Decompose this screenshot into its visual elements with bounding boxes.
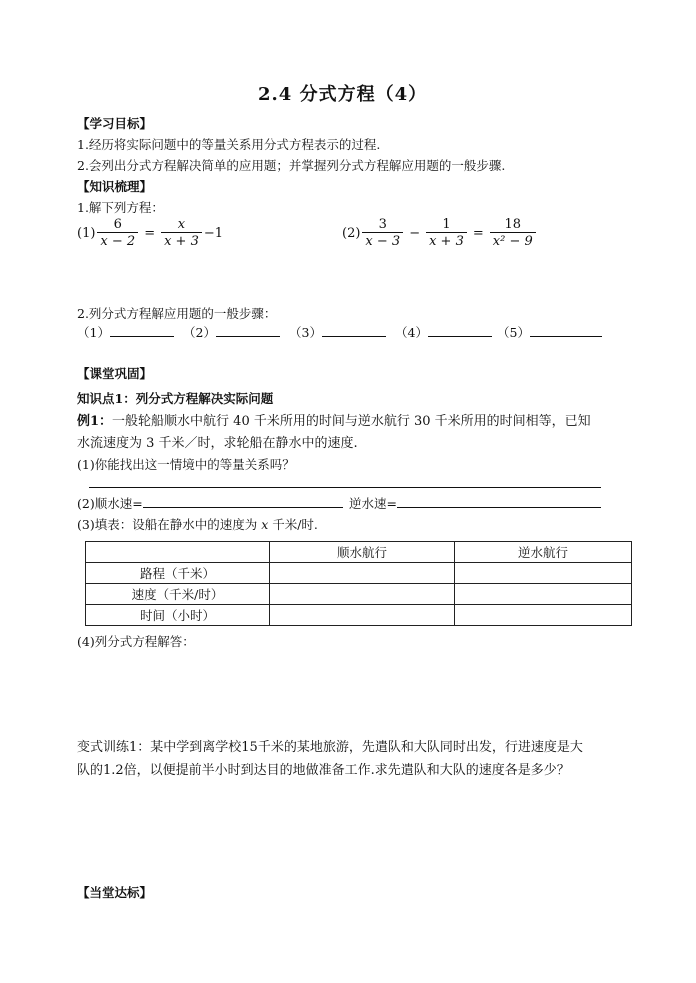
- example-1-label: 例1：: [77, 414, 113, 429]
- equation-1-fraction-1-numerator: 6: [113, 217, 122, 232]
- equation-2-fraction-1-denominator: x − 3: [362, 232, 403, 249]
- consolidate-heading: 【课堂巩固】: [77, 366, 153, 381]
- equation-1-fraction-1-denominator: x − 2: [97, 232, 138, 249]
- table-row-label: 速度（千米/时）: [86, 584, 270, 605]
- question-2-upstream-label: 逆水速=: [349, 496, 397, 511]
- table-row-label: 路程（千米）: [86, 563, 270, 584]
- equation-2-fraction-3-numerator: 18: [504, 217, 522, 232]
- step-4-label: （4）: [395, 325, 428, 340]
- equation-1: (1) $\frac{6}{x - 2}$ = $\frac{x}{x + 3}$ −1: [77, 217, 224, 249]
- table-row: [86, 584, 632, 605]
- equation-2-fraction-3-denominator: x² − 9: [490, 232, 536, 249]
- question-3: [77, 515, 318, 533]
- step-4: [395, 323, 492, 341]
- question-2-upstream: [349, 494, 601, 512]
- table-cell[interactable]: [455, 563, 632, 584]
- step-2: [183, 323, 280, 341]
- equation-2-fraction-2-numerator: 1: [442, 217, 451, 232]
- equation-2-fraction-2: [426, 218, 467, 249]
- variant-training-line-2: 队的1.2倍，以便提前半小时到达目的地做准备工作.求先遣队和大队的速度各是多少？: [77, 763, 570, 778]
- table-header-cell: 顺水航行: [270, 542, 455, 563]
- target-heading: 【当堂达标】: [77, 885, 153, 900]
- equation-2-fraction-1: [362, 218, 403, 249]
- step-5: [497, 323, 602, 341]
- question-3-suffix: 千米/时.: [268, 517, 318, 532]
- step-1: [77, 323, 174, 341]
- table-cell[interactable]: [455, 584, 632, 605]
- table-cell[interactable]: [270, 584, 455, 605]
- equation-2-fraction-1-numerator: 3: [378, 217, 387, 232]
- equation-1-fraction-2-denominator: x + 3: [161, 232, 202, 249]
- table-header-row: [86, 542, 632, 563]
- equation-2-fraction-2-denominator: x + 3: [426, 232, 467, 249]
- step-5-label: （5）: [497, 325, 530, 340]
- equation-1-tail: −1: [203, 226, 224, 241]
- upstream-speed-blank[interactable]: [397, 495, 601, 508]
- example-1-line-2: 水流速度为 3 千米／时，求轮船在静水中的速度.: [77, 436, 358, 451]
- table-row: [86, 563, 632, 584]
- question-1-answer-line[interactable]: [89, 487, 601, 488]
- knowledge-item-2: 2.列分式方程解应用题的一般步骤：: [77, 306, 277, 321]
- equation-1-label: (1): [77, 226, 96, 241]
- table-row: [86, 605, 632, 626]
- page-title: 2.4 分式方程（4）: [258, 84, 428, 105]
- equation-2: (2) $\frac{3}{x - 3}$ − $\frac{1}{x + 3}$ = $\frac{18}{\text{x² − 9}}$: [342, 218, 538, 249]
- step-4-blank[interactable]: [428, 324, 492, 337]
- equation-2-label: (2): [342, 226, 361, 241]
- question-4: (4)列分式方程解答：: [77, 634, 195, 649]
- table-header-cell: 逆水航行: [455, 542, 632, 563]
- table-cell[interactable]: [455, 605, 632, 626]
- example-1-text-1: 一般轮船顺水中航行 40 千米所用的时间与逆水航行 30 千米所用的时间相等，已知: [112, 414, 591, 429]
- step-1-blank[interactable]: [110, 324, 174, 337]
- table-row-label: 时间（小时）: [86, 605, 270, 626]
- knowledge-item-1: 1.解下列方程：: [77, 200, 164, 215]
- step-5-blank[interactable]: [530, 324, 602, 337]
- step-1-label: （1）: [77, 325, 110, 340]
- question-3-variable: x: [261, 517, 269, 532]
- question-1: (1)你能找出这一情境中的等量关系吗？: [77, 457, 295, 472]
- downstream-speed-blank[interactable]: [143, 495, 343, 508]
- table-header-cell: [86, 542, 270, 563]
- equation-1-fraction-2-numerator: x: [177, 217, 186, 232]
- objective-2: 2.会列出分式方程解决简单的应用题；并掌握列分式方程解应用题的一般步骤.: [77, 158, 506, 173]
- equation-1-fraction-2: [161, 218, 202, 249]
- table-cell[interactable]: [270, 563, 455, 584]
- step-3: [289, 323, 386, 341]
- step-2-blank[interactable]: [216, 324, 280, 337]
- objective-1: 1.经历将实际问题中的等量关系用分式方程表示的过程.: [77, 137, 381, 152]
- step-2-label: （2）: [183, 325, 216, 340]
- example-1-line-1: [77, 410, 591, 429]
- step-3-blank[interactable]: [322, 324, 386, 337]
- step-3-label: （3）: [289, 325, 322, 340]
- question-3-prefix: (3)填表：设船在静水中的速度为: [77, 517, 262, 532]
- knowledge-heading: 【知识梳理】: [77, 179, 153, 194]
- variant-training-line-1: 变式训练1：某中学到离学校15千米的某地旅游，先遣队和大队同时出发，行进速度是大: [77, 740, 583, 755]
- question-2-downstream-label: (2)顺水速=: [77, 496, 143, 511]
- speed-table: [85, 541, 632, 626]
- objectives-heading: 【学习目标】: [77, 116, 153, 131]
- equation-1-fraction-1: [97, 218, 138, 249]
- equation-2-fraction-3: [490, 218, 536, 249]
- table-cell[interactable]: [270, 605, 455, 626]
- knowledge-point-1: 知识点1：列分式方程解决实际问题: [77, 391, 274, 406]
- question-2: [77, 494, 343, 512]
